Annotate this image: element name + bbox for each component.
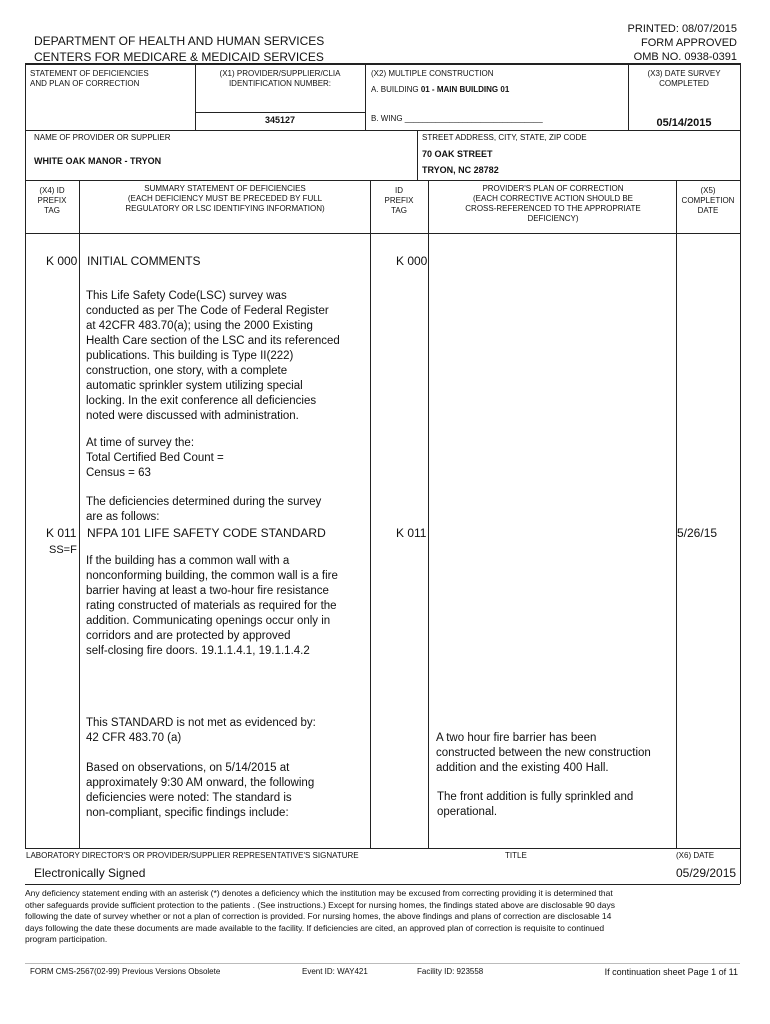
completion-date: 5/26/15 [677, 526, 718, 540]
divider-x2 [365, 63, 366, 130]
col-divider-plan [676, 180, 677, 848]
divider-x1-value [195, 112, 365, 113]
initial-comments-title: INITIAL COMMENTS [87, 254, 201, 268]
signature-value: Electronically Signed [34, 866, 146, 880]
statement-label: STATEMENT OF DEFICIENCIES AND PLAN OF CORRECTION [30, 69, 149, 88]
signature-label: LABORATORY DIRECTOR'S OR PROVIDER/SUPPLIER REPRESENTATIVE'S SIGNATURE [26, 851, 359, 860]
department-title: DEPARTMENT OF HEALTH AND HUMAN SERVICES [34, 34, 325, 48]
page-indicator: If continuation sheet Page 1 of 11 [604, 967, 738, 977]
form-number: FORM CMS-2567(02-99) Previous Versions Obsolete [30, 967, 221, 976]
tag-k011: K 011 [46, 526, 77, 540]
col-divider-summary [370, 180, 371, 848]
divider-signature [25, 848, 740, 849]
title-label: TITLE [505, 851, 527, 860]
col-divider-id [428, 180, 429, 848]
building-line [371, 85, 509, 95]
plan-fire-barrier: A two hour fire barrier has been constructed between the new construction addition and the existing 400 Hall. [436, 732, 651, 774]
printed-date: PRINTED: 08/07/2015 [627, 23, 737, 35]
provider-value: WHITE OAK MANOR - TRYON [34, 156, 162, 166]
deficiencies-intro: The deficiencies determined during the survey are as follows: [86, 496, 322, 523]
event-id: Event ID: WAY421 [302, 967, 368, 976]
x1-label: (X1) PROVIDER/SUPPLIER/CLIA IDENTIFICATION NUMBER: [219, 69, 341, 88]
observations-paragraph: Based on observations, on 5/14/2015 at approximately 9:30 AM onward, the following deficiencies were noted: The standard is non-compliant, specific findings include: [86, 762, 315, 819]
summary-header: SUMMARY STATEMENT OF DEFICIENCIES (EACH DEFICIENCY MUST BE PRECEDED BY FULL REGULATORY OR LSC IDENTIFYING INFORMATION) [125, 184, 325, 213]
standard-not-met: This STANDARD is not met as evidenced by: 42 CFR 483.70 (a) [86, 717, 316, 744]
omb-number: OMB NO. 0938-0391 [633, 51, 737, 63]
building-prefix: A. BUILDING [371, 85, 419, 94]
id-header: ID PREFIX TAG [384, 186, 414, 215]
divider-footnote [25, 884, 740, 885]
centers-title: CENTERS FOR MEDICARE & MEDICAID SERVICES [34, 50, 324, 64]
col-divider-x4 [79, 180, 80, 848]
x3-value: 05/14/2015 [656, 117, 712, 129]
provider-label: NAME OF PROVIDER OR SUPPLIER [34, 133, 171, 142]
scope-severity: SS=F [49, 544, 77, 556]
divider-columns [25, 233, 740, 234]
left-border [25, 63, 26, 848]
divider-address [417, 130, 418, 180]
x3-label: (X3) DATE SURVEY COMPLETED [647, 69, 721, 88]
right-border [740, 63, 741, 884]
id-k000: K 000 [396, 254, 428, 268]
address-line2: TRYON, NC 28782 [422, 165, 499, 175]
census-paragraph: At time of survey the: Total Certified Bed Count = Census = 63 [86, 437, 224, 479]
x6-date-label: (X6) DATE [676, 851, 715, 860]
x5-header: (X5) COMPLETION DATE [681, 186, 735, 215]
x1-value: 345127 [264, 115, 296, 125]
divider-provider [25, 180, 740, 181]
common-wall-paragraph: If the building has a common wall with a nonconforming building, the common wall is a fire barrier having at least a two-hour fire resistance rating constructed of materials as required for the addition. Communicating openings occur only in corridors and are protected by approved self-closing fire doors. 19.1.1.4.1, 19.1.1.4.2 [86, 555, 338, 657]
divider-top-box [25, 130, 740, 131]
id-k011: K 011 [396, 526, 427, 540]
facility-id: Facility ID: 923558 [417, 967, 484, 976]
top-border [25, 63, 740, 65]
lsc-survey-paragraph: This Life Safety Code(LSC) survey was conducted as per The Code of Federal Register at 42CFR 483.70(a); using the 2000 Existing Health Care section of the LSC and its referenced publications. This building is Type II(222) construction, one story, with a complete automatic sprinkler system utilizing special locking. In the exit conference all deficiencies noted were discussed with administration. [86, 290, 340, 422]
tag-k000: K 000 [46, 254, 78, 268]
address-label: STREET ADDRESS, CITY, STATE, ZIP CODE [422, 133, 587, 142]
plan-header: PROVIDER'S PLAN OF CORRECTION (EACH CORRECTIVE ACTION SHOULD BE CROSS-REFERENCED TO THE APPROPRIATE DEFICIENCY) [465, 184, 641, 223]
wing-line: B. WING _______________________________ [371, 114, 543, 123]
k011-title: NFPA 101 LIFE SAFETY CODE STANDARD [87, 526, 326, 540]
form-approved: FORM APPROVED [641, 37, 737, 49]
footer-divider [25, 963, 740, 964]
address-line1: 70 OAK STREET [422, 149, 493, 159]
footnote: Any deficiency statement ending with an asterisk (*) denotes a deficiency which the institution may be excused from correcting providing it is determined that other safeguards provide sufficient protection to the patients . (See instructions.) Except for nursing homes, the findings stated above are disclosable 90 days following the date of survey whether or not a plan of correction is provided. For nursing homes, the above findings and plans of correction are disclosable 14 days following the date these documents are made available to the facility. If deficiencies are cited, an approved plan of correction is requisite to continued program participation. [25, 888, 615, 944]
x2-label: (X2) MULTIPLE CONSTRUCTION [371, 69, 494, 78]
building-value: 01 - MAIN BUILDING 01 [420, 85, 510, 94]
x4-header: (X4) ID PREFIX TAG [37, 186, 67, 215]
plan-sprinkled: The front addition is fully sprinkled and operational. [437, 791, 634, 818]
x6-date-value: 05/29/2015 [676, 866, 737, 880]
